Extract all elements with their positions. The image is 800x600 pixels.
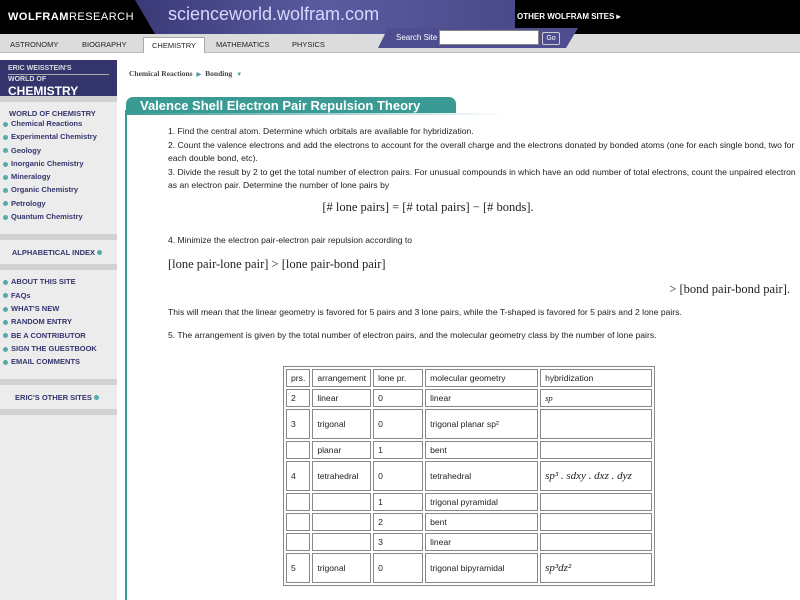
table-cell: sp <box>540 389 652 407</box>
sidebar-item-label: Chemical Reactions <box>11 119 83 128</box>
table-cell: linear <box>425 389 538 407</box>
table-row <box>286 553 652 583</box>
table-cell <box>540 441 652 459</box>
search-label: Search Site <box>396 33 438 42</box>
table-cell: trigonal <box>312 409 371 439</box>
table-cell: 2 <box>373 513 423 531</box>
column-header: lone pr. <box>373 369 423 387</box>
step-3: 3. Divide the result by 2 to get the total number of electron pairs. For unusual compounds in which have an odd number of total electrons, count the unpaired electron as an electron pair. Determine the number of lone pairs by <box>168 166 796 190</box>
sidebar-item[interactable] <box>0 198 117 211</box>
table-cell: sp³dz² <box>540 553 652 583</box>
sidebar-link-label: EMAIL COMMENTS <box>11 357 81 367</box>
table-row <box>286 409 652 439</box>
sidebar-item-label: Mineralogy <box>11 172 51 182</box>
tab-mathematics[interactable]: MATHEMATICS <box>216 40 270 49</box>
bullet-icon <box>3 293 8 298</box>
table-cell <box>286 441 310 459</box>
table-cell: tetrahedral <box>425 461 538 491</box>
table-cell: 0 <box>373 409 423 439</box>
sidebar-link[interactable] <box>0 276 117 289</box>
table-cell: 0 <box>373 389 423 407</box>
column-header: hybridization <box>540 369 652 387</box>
alphabetical-index-link[interactable]: ALPHABETICAL INDEX <box>0 240 117 264</box>
sidebar-item[interactable] <box>0 184 117 197</box>
tab-chemistry[interactable]: CHEMISTRY <box>143 37 205 53</box>
table-row <box>286 441 652 459</box>
table-cell: 5 <box>286 553 310 583</box>
sidebar-item-label: Organic Chemistry <box>11 185 79 195</box>
note: This will mean that the linear geometry is favored for 5 pairs and 3 lone pairs, while the T-shaped is favored for 5 pairs and 2 lone pairs. <box>168 306 682 317</box>
tab-astronomy[interactable]: ASTRONOMY <box>10 40 59 49</box>
table-row <box>286 461 652 491</box>
sidebar-item-label: Quantum Chemistry <box>11 212 83 222</box>
wolfram-research-logo[interactable]: WOLFRAMRESEARCH <box>8 11 135 23</box>
table-cell: 2 <box>286 389 310 407</box>
sidebar-item-label: Experimental Chemistry <box>11 132 97 142</box>
table-cell: bent <box>425 513 538 531</box>
page-title: Valence Shell Electron Pair Repulsion Theory <box>126 97 456 114</box>
table-cell <box>286 513 310 531</box>
table-cell <box>286 533 310 551</box>
table-cell: trigonal bipyramidal <box>425 553 538 583</box>
step-1: 1. Find the central atom. Determine which orbitals are available for hybridization. <box>168 126 474 136</box>
sidebar-item[interactable] <box>0 211 117 224</box>
sidebar-link[interactable] <box>0 343 117 356</box>
sidebar-link[interactable] <box>0 356 117 369</box>
sidebar-link-label: WHAT'S NEW <box>11 303 60 313</box>
divider <box>126 113 506 115</box>
site-title[interactable]: scienceworld.wolfram.com <box>168 4 380 24</box>
table-cell <box>540 533 652 551</box>
dropdown-icon[interactable]: ▼ <box>236 72 243 78</box>
bullet-icon <box>3 201 8 206</box>
arrow-icon <box>97 250 102 255</box>
sidebar-link-label: FAQs <box>11 290 31 300</box>
table-cell: bent <box>425 441 538 459</box>
bullet-icon <box>3 188 8 193</box>
step-5: 5. The arrangement is given by the total number of electron pairs, and the molecular geometry class by the number of lone pairs. <box>168 330 657 340</box>
sidebar-item[interactable] <box>0 145 117 158</box>
table-cell: planar <box>312 441 371 459</box>
table-cell: trigonal <box>312 553 371 583</box>
step-4: 4. Minimize the electron pair-electron pair repulsion according to <box>168 235 413 245</box>
table-cell: 0 <box>373 553 423 583</box>
equation-repulsion-1: [lone pair-lone pair] > [lone pair-bond pair] <box>168 256 386 271</box>
table-header-row <box>286 369 652 387</box>
step-2: 2. Count the valence electrons and add the electrons to account for the overall charge and the electrons donated by bonded atoms (one for each single bond, two for each double bond, etc). <box>168 139 795 163</box>
table-cell <box>312 513 371 531</box>
table-cell: 1 <box>373 441 423 459</box>
breadcrumb-link[interactable]: Bonding <box>205 69 233 78</box>
logo-line: WORLD OF <box>8 76 47 84</box>
tab-biography[interactable]: BIOGRAPHY <box>82 40 127 49</box>
bullet-icon <box>3 215 8 220</box>
table-cell: tetrahedral <box>312 461 371 491</box>
bullet-icon <box>3 148 8 153</box>
bullet-icon <box>3 360 8 365</box>
column-header: prs. <box>286 369 310 387</box>
sidebar-item-label: Geology <box>11 145 42 155</box>
table-cell: 4 <box>286 461 310 491</box>
equation-repulsion-2: > [bond pair-bond pair]. <box>669 282 790 296</box>
table-cell <box>540 513 652 531</box>
arrow-icon <box>94 395 99 400</box>
table-cell <box>312 533 371 551</box>
table-cell: 0 <box>373 461 423 491</box>
bullet-icon <box>3 333 8 338</box>
logo-line: ERIC WEISSTEIN'S <box>8 65 72 72</box>
sidebar-link-label: SIGN THE GUESTBOOK <box>11 343 97 353</box>
sidebar <box>0 60 117 600</box>
bullet-icon <box>3 175 8 180</box>
bullet-icon <box>3 135 8 140</box>
article-body <box>168 125 798 343</box>
sidebar-item-label: Inorganic Chemistry <box>11 158 84 168</box>
sidebar-item[interactable] <box>0 158 117 171</box>
table-cell <box>540 409 652 439</box>
table-cell <box>286 493 310 511</box>
table-cell: trigonal planar sp² <box>425 409 538 439</box>
table-cell: linear <box>312 389 371 407</box>
table-row <box>286 533 652 551</box>
vsepr-table <box>283 366 655 586</box>
go-button[interactable]: Go <box>542 32 560 45</box>
section-heading: WORLD OF CHEMISTRY <box>9 109 96 118</box>
sidebar-link-label: ABOUT THIS SITE <box>11 277 76 287</box>
world-of-chemistry-logo[interactable] <box>0 60 117 99</box>
sidebar-item[interactable] <box>0 131 117 144</box>
sidebar-item[interactable] <box>0 171 117 184</box>
table-row <box>286 389 652 407</box>
sidebar-link-label: RANDOM ENTRY <box>11 317 72 327</box>
other-wolfram-sites-link[interactable]: OTHER WOLFRAM SITES ▸ <box>517 12 621 21</box>
table-row <box>286 513 652 531</box>
bullet-icon <box>3 122 8 127</box>
sidebar-link[interactable] <box>0 303 117 316</box>
table-cell <box>312 493 371 511</box>
table-cell: 3 <box>373 533 423 551</box>
sidebar-link[interactable] <box>0 316 117 329</box>
sidebar-link[interactable] <box>0 290 117 303</box>
bullet-icon <box>3 347 8 352</box>
logo-line: CHEMISTRY <box>8 84 79 99</box>
bullet-icon <box>3 320 8 325</box>
breadcrumb-link[interactable]: Chemical Reactions <box>129 69 193 78</box>
table-cell: trigonal pyramidal <box>425 493 538 511</box>
sidebar-link[interactable] <box>0 330 117 343</box>
tab-physics[interactable]: PHYSICS <box>292 40 325 49</box>
erics-other-sites-link[interactable]: ERIC'S OTHER SITES <box>0 385 117 409</box>
search-input[interactable] <box>439 30 539 45</box>
bullet-icon <box>3 280 8 285</box>
breadcrumb: Chemical Reactions ▶ Bonding ▼ <box>129 69 243 78</box>
table-cell: sp³ . sdxy . dxz . dyz <box>540 461 652 491</box>
equation-lone-pairs: [# lone pairs] = [# total pairs] − [# bonds]. <box>322 199 534 214</box>
column-header: molecular geometry <box>425 369 538 387</box>
sidebar-item[interactable] <box>0 118 117 131</box>
table-cell <box>540 493 652 511</box>
column-header: arrangement <box>312 369 371 387</box>
divider <box>125 110 127 600</box>
bullet-icon <box>3 162 8 167</box>
sidebar-link-label: BE A CONTRIBUTOR <box>11 330 86 340</box>
table-cell: 1 <box>373 493 423 511</box>
table-cell: linear <box>425 533 538 551</box>
bullet-icon <box>3 307 8 312</box>
sidebar-item-label: Petrology <box>11 198 46 208</box>
table-cell: 3 <box>286 409 310 439</box>
table-row <box>286 493 652 511</box>
